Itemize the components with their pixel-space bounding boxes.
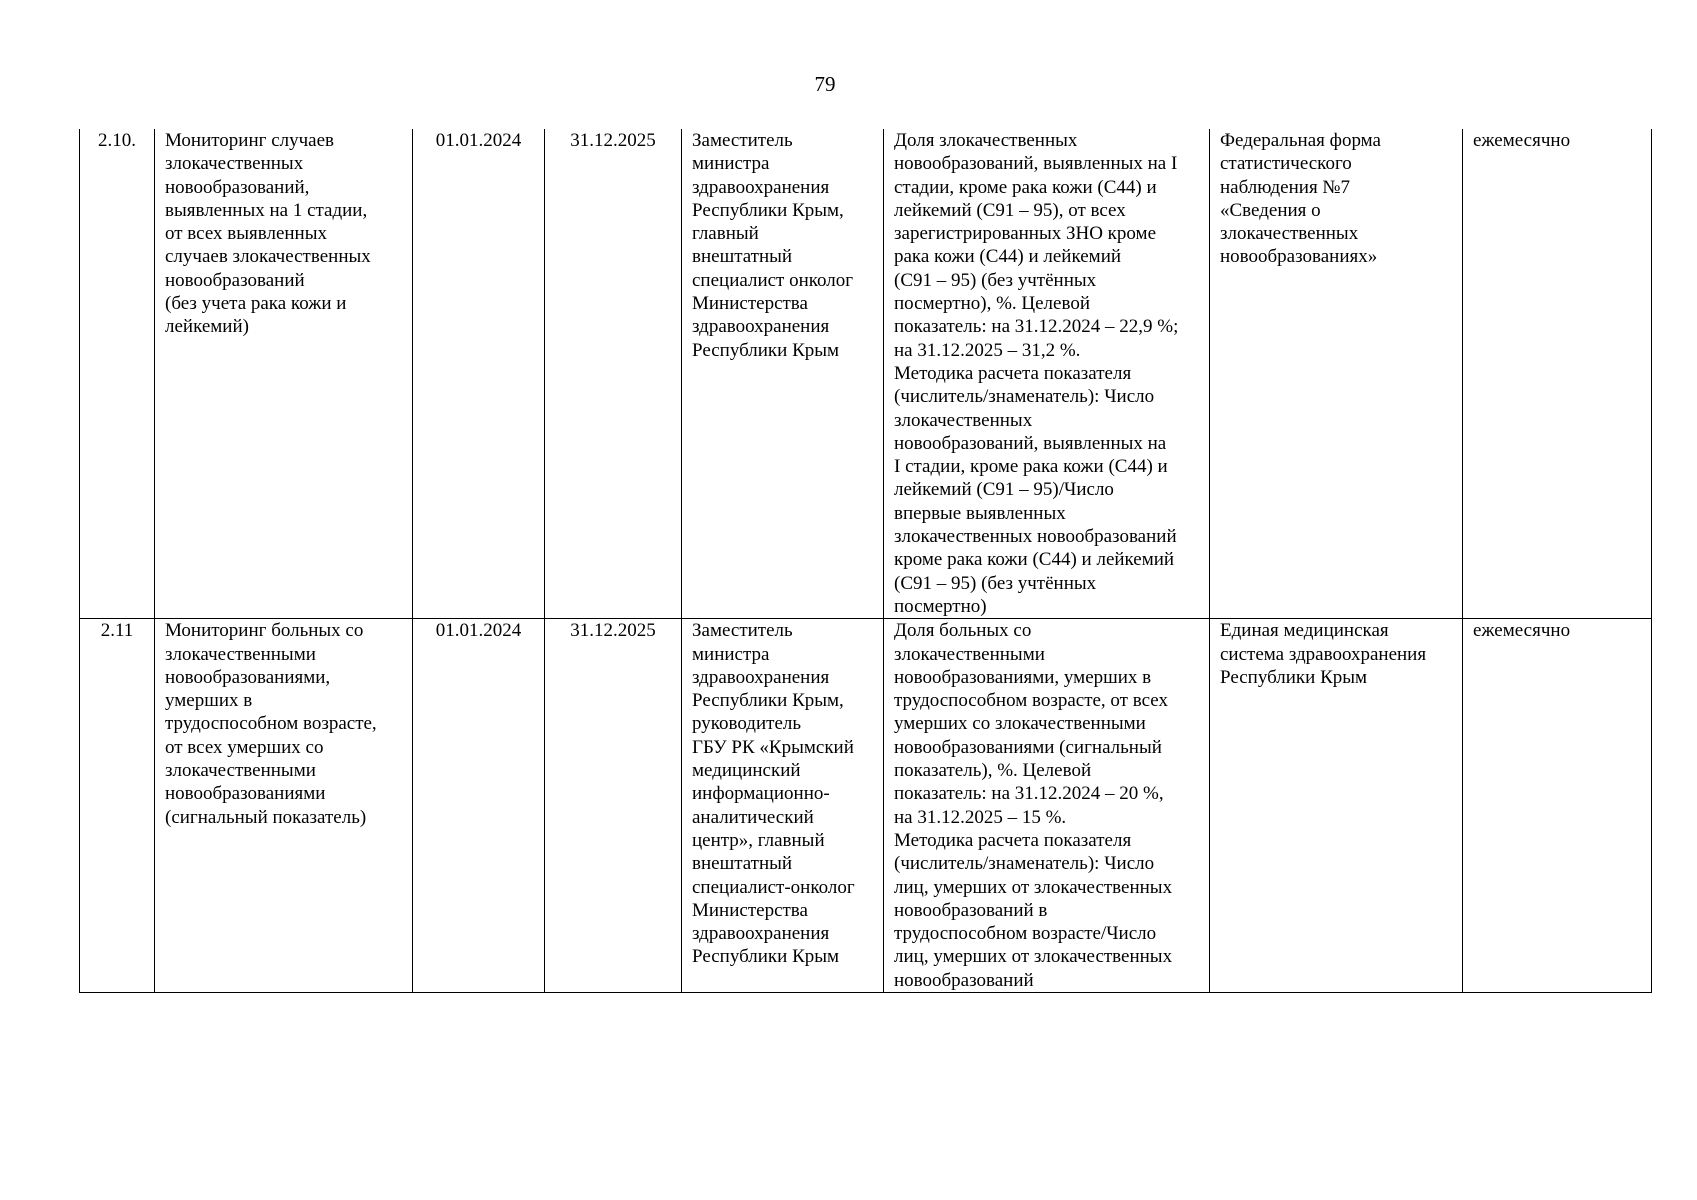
indicator-cell: Доля злокачественных новообразований, выявленных на I стадии, кроме рака кожи (С44) и лейкемий (С91 – 95), от всех зарегистрированных ЗНО кроме рака кожи (С44) и лейкемий (С91 – 95) (без учтённых посмертно), %. Целевой показатель: на 31.12.2024 – 22,9 %; на 31.12.2025 – 31,2 %. Методика расчета показателя (числитель/знаменатель): Число злокачественных новообразований, выявленных на I стадии, кроме рака кожи (С44) и лейкемий (С91 – 95)/Число впервые выявленных злокачественных новообразований кроме рака кожи (С44) и лейкемий (С91 – 95) (без учтённых посмертно) xyxy=(884,129,1210,619)
indicator-cell: Доля больных со злокачественными новообразованиями, умерших в трудоспособном возрасте, от всех умерших со злокачественными новообразованиями (сигнальный показатель), %. Целевой показатель: на 31.12.2024 – 20 %, на 31.12.2025 – 15 %. Методика расчета показателя (числитель/знаменатель): Число лиц, умерших от злокачественных новообразований в трудоспособном возрасте/Число лиц, умерших от злокачественных новообразований xyxy=(884,619,1210,993)
data-source-cell: Единая медицинская система здравоохранения Республики Крым xyxy=(1210,619,1463,993)
start-date-cell: 01.01.2024 xyxy=(413,129,545,619)
table-row xyxy=(80,619,1652,993)
end-date-cell: 31.12.2025 xyxy=(545,619,682,993)
responsible-cell: Заместитель министра здравоохранения Республики Крым, главный внештатный специалист онколог Министерства здравоохранения Республики Крым xyxy=(682,129,884,619)
data-source-cell: Федеральная форма статистического наблюдения №7 «Сведения о злокачественных новообразованиях» xyxy=(1210,129,1463,619)
frequency-cell: ежемесячно xyxy=(1463,129,1652,619)
row-number-cell: 2.10. xyxy=(80,129,155,619)
row-number-cell: 2.11 xyxy=(80,619,155,993)
table-row xyxy=(80,129,1652,619)
end-date-cell: 31.12.2025 xyxy=(545,129,682,619)
activity-cell: Мониторинг случаев злокачественных новообразований, выявленных на 1 стадии, от всех выявленных случаев злокачественных новообразований (без учета рака кожи и лейкемий) xyxy=(155,129,413,619)
activity-cell: Мониторинг больных со злокачественными новообразованиями, умерших в трудоспособном возрасте, от всех умерших со злокачественными новообразованиями (сигнальный показатель) xyxy=(155,619,413,993)
start-date-cell: 01.01.2024 xyxy=(413,619,545,993)
page-number: 79 xyxy=(814,72,836,96)
responsible-cell: Заместитель министра здравоохранения Республики Крым, руководитель ГБУ РК «Крымский медицинский информационно- аналитический центр», главный внештатный специалист-онколог Министерства здравоохранения Республики Крым xyxy=(682,619,884,993)
frequency-cell: ежемесячно xyxy=(1463,619,1652,993)
monitoring-table xyxy=(79,129,1652,993)
